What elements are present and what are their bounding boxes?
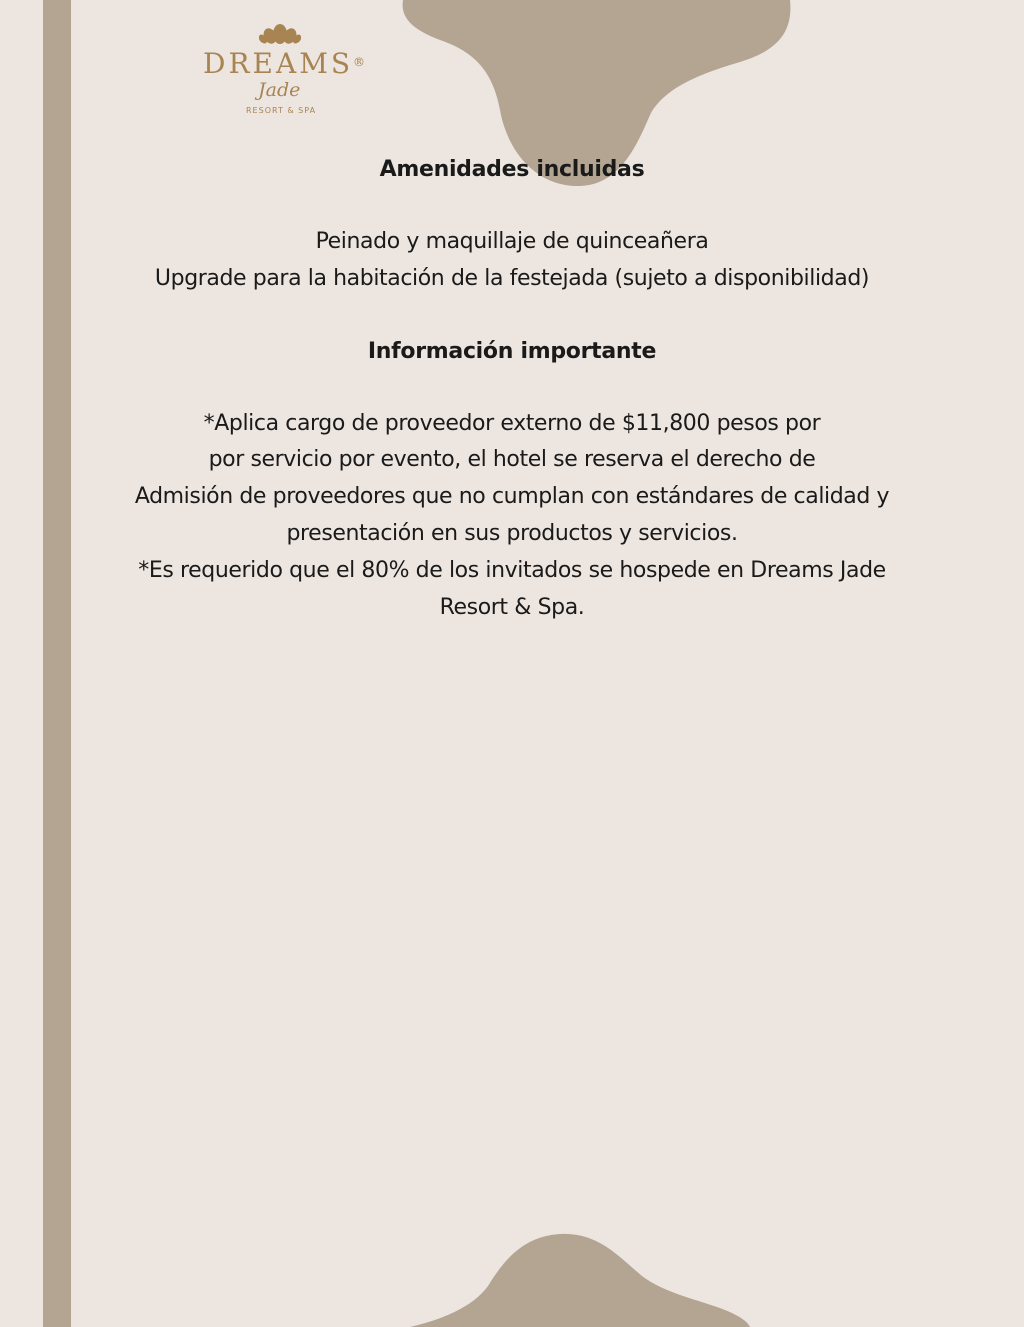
dreams-jade-logo (200, 22, 370, 120)
logo-jade-script: Jade (258, 79, 301, 101)
amenity-line: Peinado y maquillaje de quinceañera (315, 229, 709, 254)
left-accent-bar (43, 0, 71, 1327)
amenity-line: Upgrade para la habitación de la festejada (sujeto a disponibilidad) (154, 265, 870, 291)
info-line: presentación en sus productos y servicios. (286, 520, 738, 546)
info-line: Resort & Spa. (439, 594, 585, 620)
important-info-heading: Información importante (367, 338, 657, 364)
logo-registered-mark: ® (353, 55, 369, 69)
info-line: *Aplica cargo de proveedor externo de $11,800 pesos por (203, 410, 821, 436)
amenities-heading: Amenidades incluidas (379, 157, 645, 182)
document-content (90, 152, 934, 626)
logo-brand-name (203, 48, 368, 80)
info-line: por servicio por evento, el hotel se reserva el derecho de (208, 447, 816, 473)
flower-logo-icon (259, 22, 301, 48)
logo-tagline: RESORT & SPA (246, 106, 317, 115)
logo-brand-word: DREAMS (203, 47, 354, 80)
bottom-decorative-shape (410, 1228, 750, 1327)
info-line: *Es requerido que el 80% de los invitados se hospede en Dreams Jade (138, 557, 886, 583)
info-line: Admisión de proveedores que no cumplan con estándares de calidad y (134, 484, 890, 510)
